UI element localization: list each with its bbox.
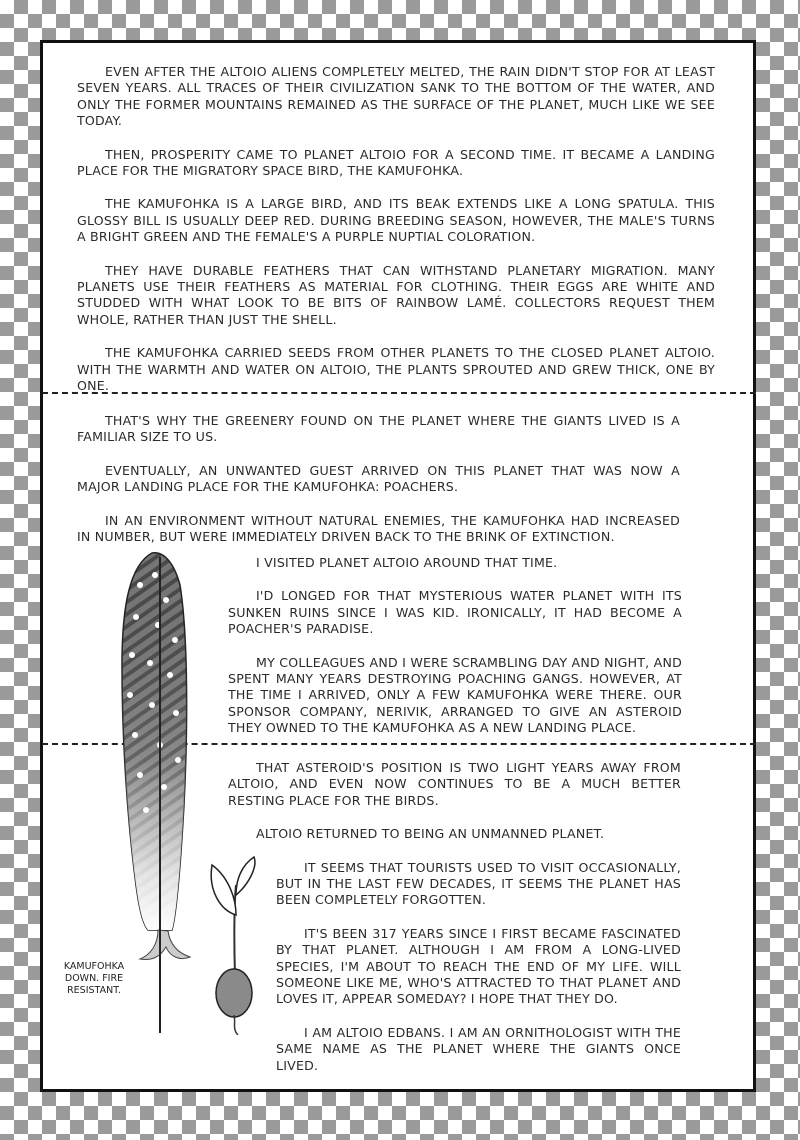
paragraph: THAT'S WHY THE GREENERY FOUND ON THE PLANET WHERE THE GIANTS LIVED IS A FAMILIAR SIZE TO US. [77,413,680,445]
paragraph: I AM ALTOIO EDBANS. I AM AN ORNITHOLOGIST WITH THE SAME NAME AS THE PLANET WHERE THE GIANTS ONCE LIVED. [276,1024,681,1073]
paragraph: I VISITED PLANET ALTOIO AROUND THAT TIME. [256,555,558,570]
paragraph: ALTOIO RETURNED TO BEING AN UNMANNED PLANET. [256,826,605,842]
paragraph: EVENTUALLY, AN UNWANTED GUEST ARRIVED ON THIS PLANET THAT WAS NOW A MAJOR LANDING PLACE FOR THE KAMUFOHKA: POACHERS. [77,462,680,495]
paragraph: IT'S BEEN 317 YEARS SINCE I FIRST BECAME FASCINATED BY THAT PLANET. ALTHOUGH I AM FROM A LONG-LIVED SPECIES, I'M ABOUT TO REACH THE END OF MY LIFE. WILL SOMEONE LIKE ME, WHO'S ATTRACTED TO THAT PLANET AND LOVES IT, APPEAR SOMEDAY? I HOPE THAT THEY DO. [276,925,681,1007]
paragraph: EVEN AFTER THE ALTOIO ALIENS COMPLETELY MELTED, THE RAIN DIDN'T STOP FOR AT LEAST SEVEN YEARS. ALL TRACES OF THEIR CIVILIZATION SANK TO THE BOTTOM OF THE WATER, AND ONLY THE FORMER MOUNTAINS REMAINED AS THE SURFACE OF THE PLANET, MUCH LIKE WE SEE TODAY. [77,64,715,129]
paragraph: I'D LONGED FOR THAT MYSTERIOUS WATER PLANET WITH ITS SUNKEN RUINS SINCE I WAS KID. IRONICALLY, IT HAD BECOME A POACHER'S PARADISE. [228,588,682,637]
paragraph: IT SEEMS THAT TOURISTS USED TO VISIT OCCASIONALLY, BUT IN THE LAST FEW DECADES, IT SEEMS THE PLANET HAS BEEN COMPLETELY FORGOTTEN. [276,859,681,908]
section-visit [228,555,682,737]
dashed-divider [42,392,756,394]
section-poachers [77,413,680,545]
paragraph: THE KAMUFOHKA IS A LARGE BIRD, AND ITS BEAK EXTENDS LIKE A LONG SPATULA. THIS GLOSSY BILL IS USUALLY DEEP RED. DURING BREEDING SEASON, HOWEVER, THE MALE'S TURNS A BRIGHT GREEN AND THE FEMALE'S A PURPLE NUPTIAL COLORATION. [77,196,715,245]
feather-caption: KAMUFOHKA DOWN. FIRE RESISTANT. [63,961,125,996]
paragraph: THAT ASTEROID'S POSITION IS TWO LIGHT YEARS AWAY FROM ALTOIO, AND EVEN NOW CONTINUES TO BE A MUCH BETTER RESTING PLACE FOR THE BIRDS. [228,760,681,808]
paragraph: THE KAMUFOHKA CARRIED SEEDS FROM OTHER PLANETS TO THE CLOSED PLANET ALTOIO. WITH THE WARMTH AND WATER ON ALTOIO, THE PLANTS SPROUTED AND GREW THICK, ONE BY ONE. [77,345,715,394]
paragraph: MY COLLEAGUES AND I WERE SCRAMBLING DAY AND NIGHT, AND SPENT MANY YEARS DESTROYING POACHING GANGS. HOWEVER, AT THE TIME I ARRIVED, ONLY A FEW KAMUFOHKA WERE THERE. OUR SPONSOR COMPANY, NERIVIK, ARRANGED TO GIVE AN ASTEROID THEY OWNED TO THE KAMUFOHKA AS A NEW LANDING PLACE. [228,654,682,736]
paragraph: THEY HAVE DURABLE FEATHERS THAT CAN WITHSTAND PLANETARY MIGRATION. MANY PLANETS USE THEIR FEATHERS AS MATERIAL FOR CLOTHING. THEIR EGGS ARE WHITE AND STUDDED WITH WHAT LOOK TO BE BITS OF RAINBOW LAMÉ. COLLECTORS REQUEST THEM WHOLE, RATHER THAN JUST THE SHELL. [77,262,715,327]
section-epilogue [228,760,681,1074]
paragraph: IN AN ENVIRONMENT WITHOUT NATURAL ENEMIES, THE KAMUFOHKA HAD INCREASED IN NUMBER, BUT WERE IMMEDIATELY DRIVEN BACK TO THE BRINK OF EXTINCTION. [77,512,680,545]
section-intro [77,64,715,395]
paragraph: THEN, PROSPERITY CAME TO PLANET ALTOIO FOR A SECOND TIME. IT BECAME A LANDING PLACE FOR THE MIGRATORY SPACE BIRD, THE KAMUFOHKA. [77,146,715,179]
sprout-illustration [200,855,270,1035]
